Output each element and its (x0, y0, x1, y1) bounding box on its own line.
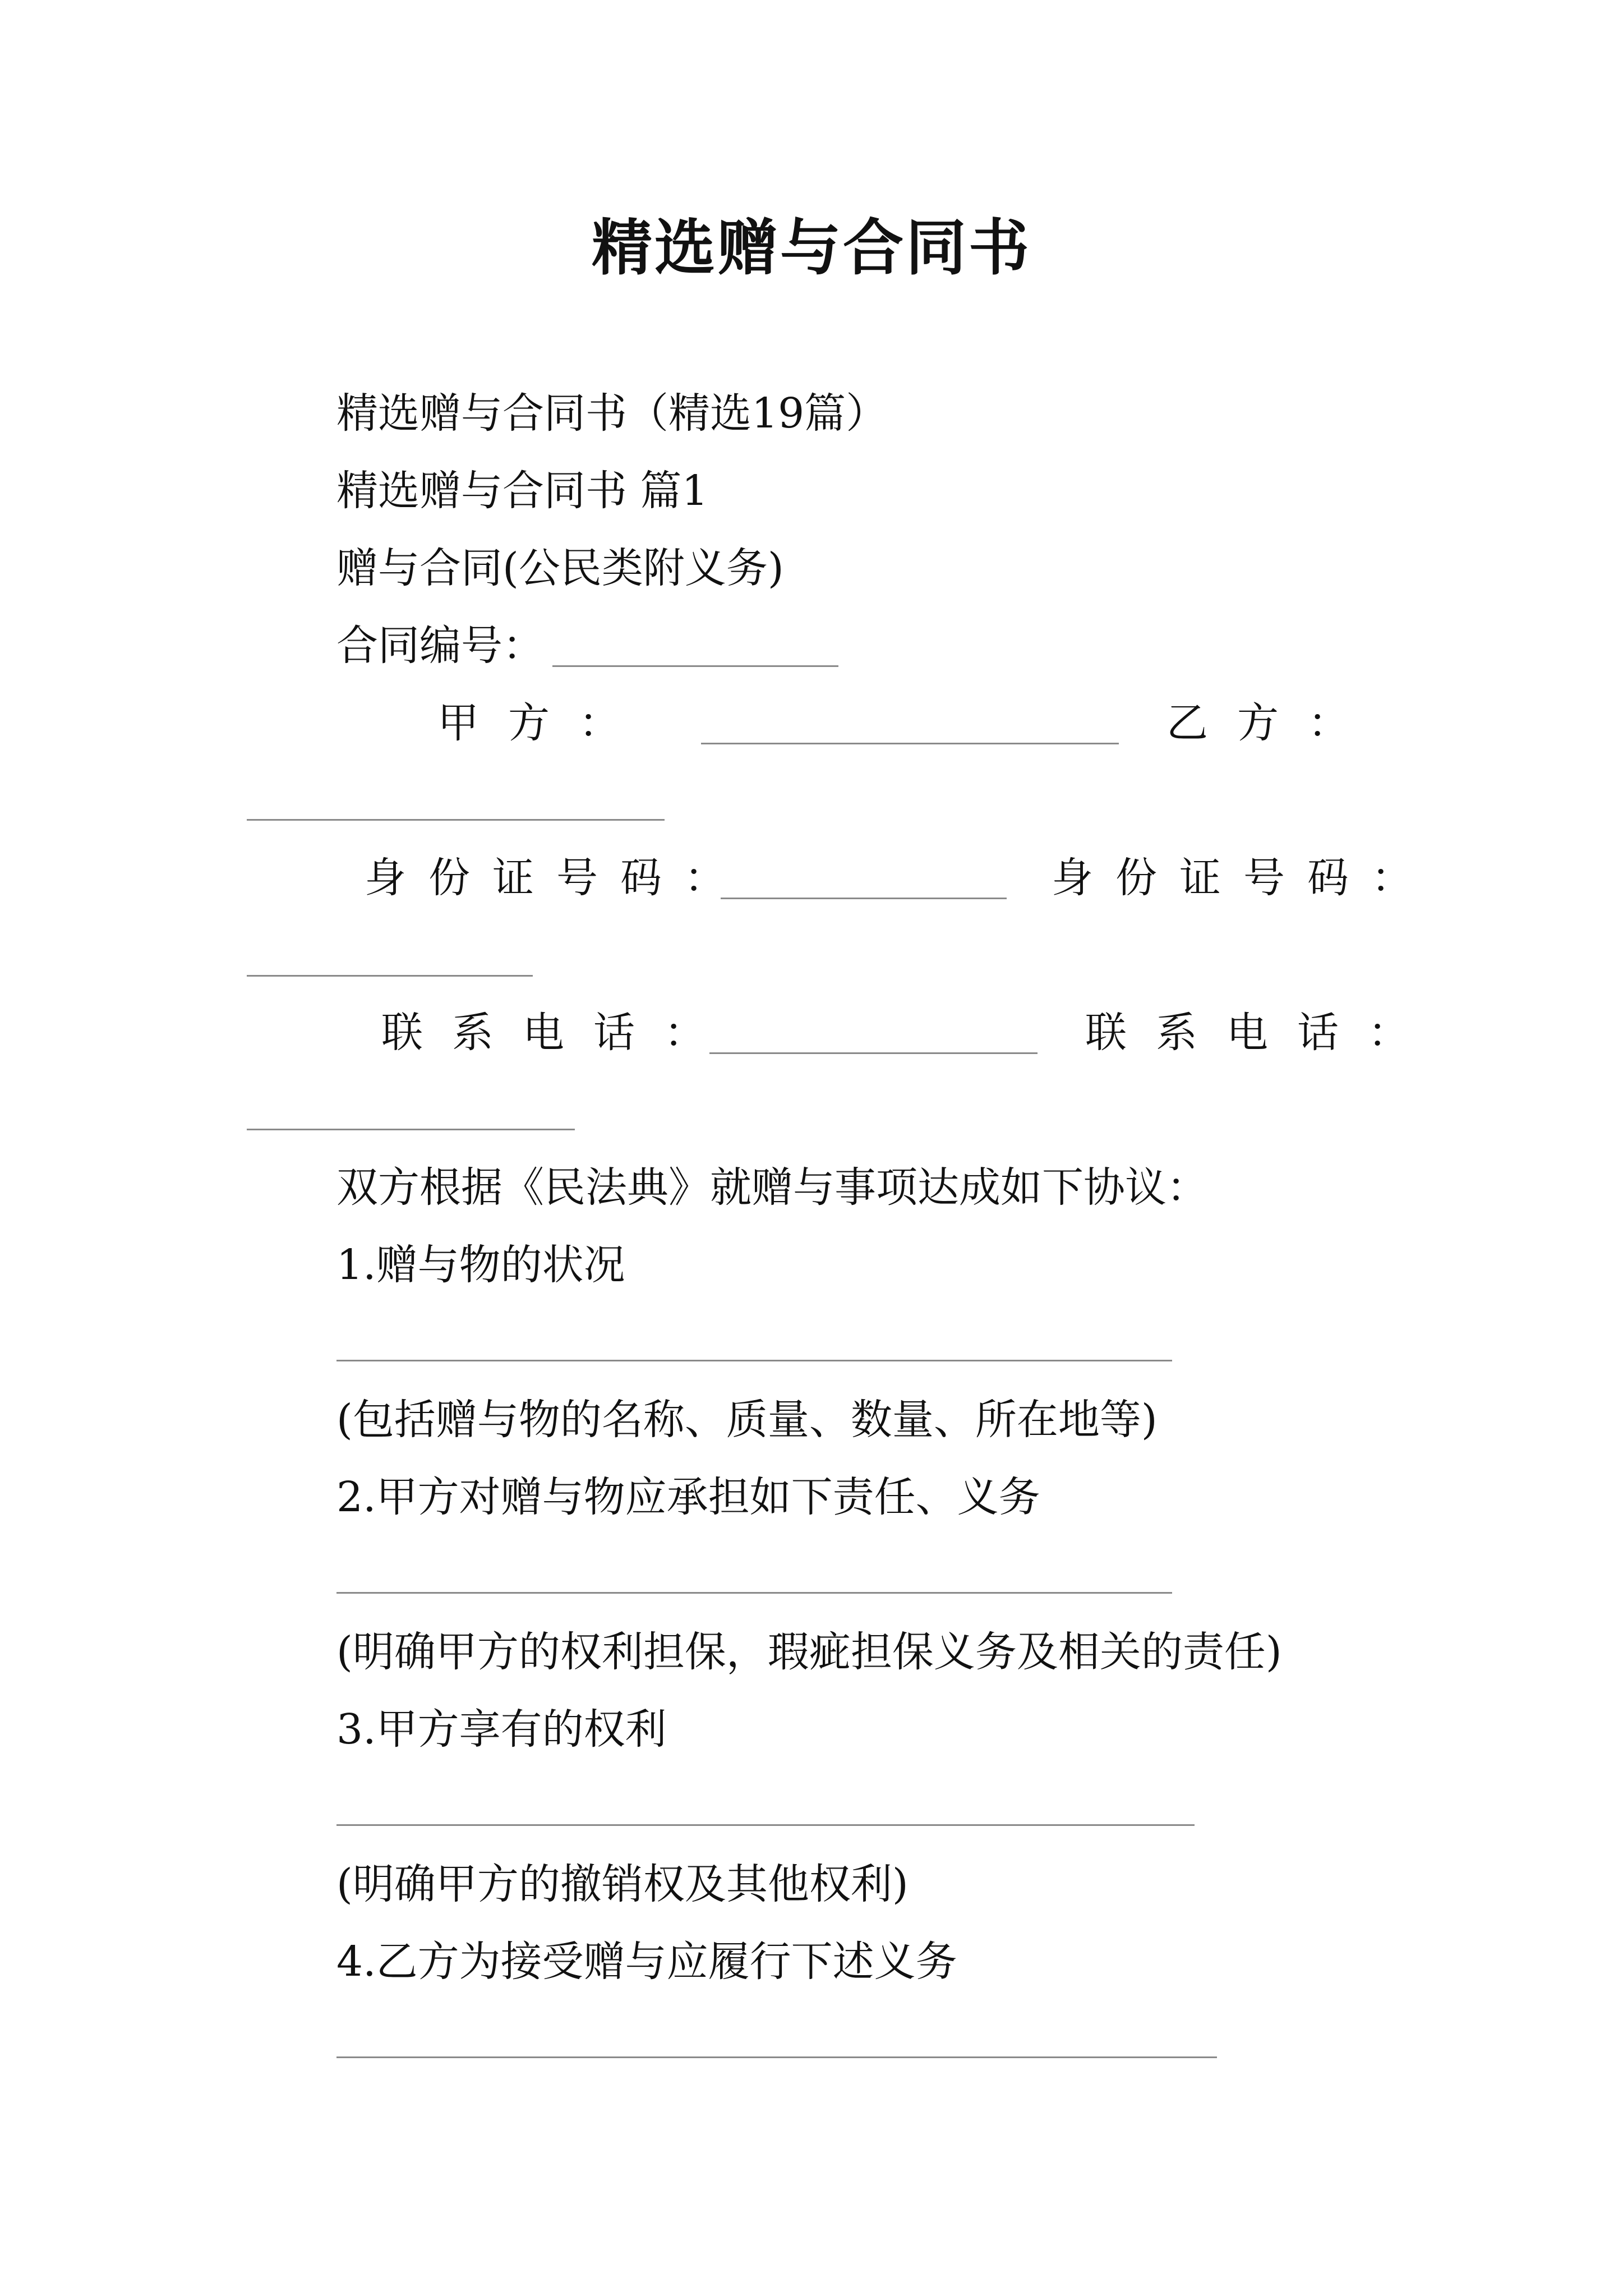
section-heading: 精选赠与合同书 篇1 (336, 467, 708, 515)
clause-2-note: (明确甲方的权利担保，瑕疵担保义务及相关的责任) (336, 1628, 1282, 1676)
party-a-label: 甲方： (437, 699, 649, 747)
party-a-blank (701, 743, 1119, 744)
phone-label-b: 联系电话： (1085, 1009, 1438, 1057)
subtitle: 精选赠与合同书（精选19篇） (336, 389, 888, 438)
phone-a-blank (709, 1052, 1038, 1054)
phone-b-blank (247, 1129, 575, 1130)
party-b-label: 乙方： (1166, 699, 1378, 747)
document-title: 精选赠与合同书 (591, 213, 1031, 283)
phone-label-a: 联系电话： (381, 1009, 735, 1057)
clause-3-heading: 3.甲方享有的权利 (336, 1705, 667, 1754)
id-b-blank (247, 975, 533, 977)
id-label-b: 身份证号码： (1052, 854, 1435, 902)
clause-2-blank (336, 1592, 1172, 1594)
contract-no-blank (552, 665, 838, 667)
clause-4-blank (336, 2056, 1217, 2058)
contract-no-label: 合同编号： (336, 622, 544, 670)
party-b-blank (247, 819, 665, 821)
clause-1-heading: 1.赠与物的状况 (336, 1241, 625, 1289)
id-label-a: 身份证号码： (365, 854, 748, 902)
clause-3-note: (明确甲方的撤销权及其他权利) (336, 1860, 909, 1908)
clause-3-blank (336, 1824, 1195, 1826)
id-a-blank (721, 898, 1007, 899)
intro-paragraph: 双方根据《民法典》就赠与事项达成如下协议： (336, 1163, 1208, 1212)
contract-type: 赠与合同(公民类附义务) (336, 544, 784, 592)
clause-4-heading: 4.乙方为接受赠与应履行下述义务 (336, 1938, 957, 1986)
clause-2-heading: 2.甲方对赠与物应承担如下责任、义务 (336, 1473, 1040, 1521)
clause-1-blank (336, 1360, 1172, 1361)
clause-1-note: (包括赠与物的名称、质量、数量、所在地等) (336, 1396, 1158, 1444)
